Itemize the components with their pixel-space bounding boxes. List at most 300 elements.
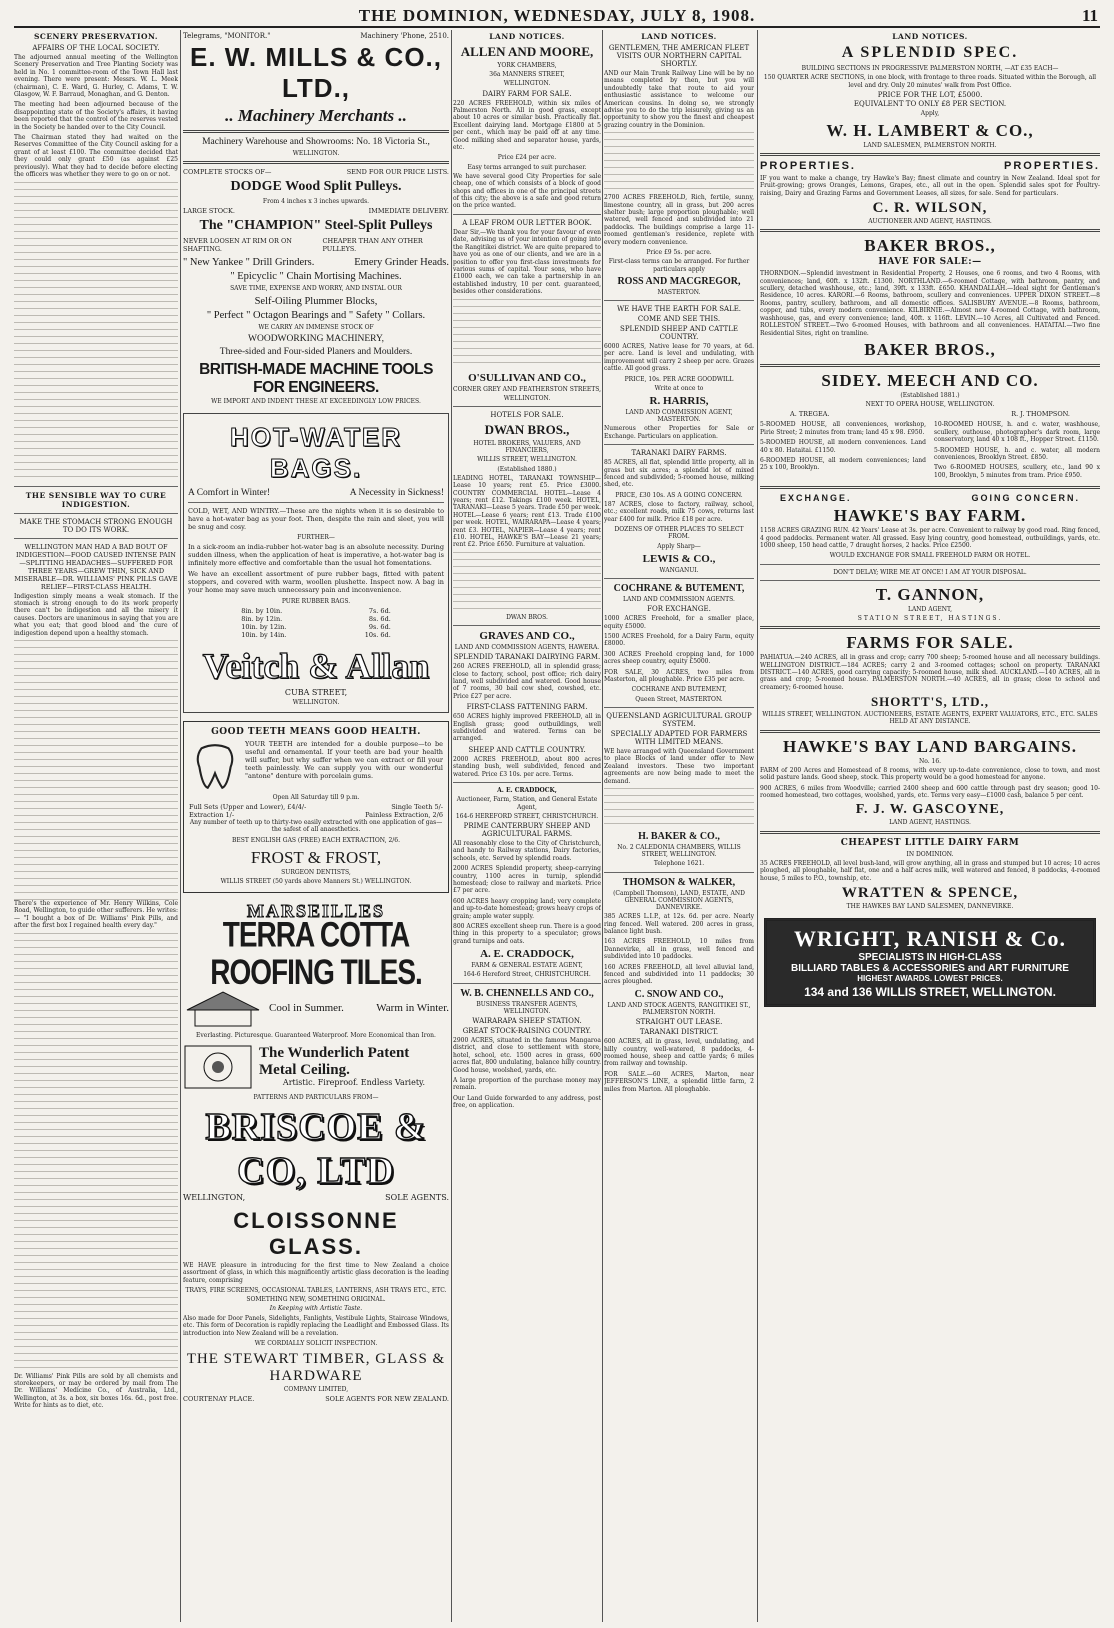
column-land-notices-3: [760, 32, 1100, 1622]
firm-established: (Established 1880.): [497, 465, 557, 473]
hawkes-bay-farm: HAWKE'S BAY FARM.: [833, 506, 1027, 526]
exchange-label: EXCHANGE.: [780, 493, 852, 504]
table-row: [239, 615, 393, 623]
listing-text-block: [604, 132, 754, 192]
section-heading: SCENERY PRESERVATION.: [33, 32, 159, 41]
baker-bros-name: BAKER BROS.,: [864, 236, 996, 256]
listing-heading: WE HAVE THE EARTH FOR SALE.: [616, 304, 742, 313]
listing-heading: A LEAF FROM OUR LETTER BOOK.: [462, 218, 592, 227]
wratten-subtitle: THE HAWKES BAY LAND SALESMEN, DANNEVIRKE.: [846, 903, 1014, 911]
bag-price-table: [239, 607, 393, 639]
going-concern-label: GOING CONCERN.: [971, 493, 1080, 504]
letter-text-block: [453, 299, 601, 369]
advert-subheading: WELLINGTON MAN HAD A BAD BOUT OF INDIGESTION—FOOD CAUSED INTENSE PAIN—SPLITTING HEADACHES—SUFFERED FOR THREE YEARS—GREW THIN, SICK AND MISERABLE—DR. WILLIAMS' PINK PILLS GAVE RELIEF—FIRST-CLASS HEALTH.: [14, 542, 178, 591]
properties-heading: PROPERTIES.: [760, 159, 856, 172]
firm-city: WELLINGTON.: [503, 394, 551, 402]
divider: [604, 578, 754, 579]
listing-terms: First-class terms can be arranged. For further particulars apply: [608, 258, 750, 273]
listing-heading: SPLENDID SHEEP AND CATTLE COUNTRY.: [620, 324, 738, 341]
veitch-city: WELLINGTON.: [292, 698, 340, 706]
ceiling-pattern-icon: [183, 1044, 253, 1090]
mills-city: WELLINGTON.: [292, 150, 340, 157]
listing-text: FOR SALE, 30 ACRES, two miles from Masterton, all ploughable. Price £35 per acre.: [604, 668, 754, 684]
listing-price: Price £9 5s. per acre.: [646, 249, 712, 257]
listing-text: FOR SALE.—60 ACRES, Marton, near JEFFERSON'S LINE, a splendid little farm, 2 miles from Marton. All ploughable.: [604, 1070, 754, 1093]
listing-text: 800 ACRES excellent sheep run. There is a good thing in this property to a speculator; grows grand turnips and oats.: [453, 922, 601, 945]
wilson-name: C. R. WILSON,: [872, 200, 988, 217]
listing-heading: GREAT STOCK-RAISING COUNTRY.: [462, 1027, 592, 1036]
listing-text: 385 ACRES L.I.P., at 12s. 6d. per acre. Nearly ring fenced. Well watered. 200 acres in grass, balance light bush.: [604, 913, 754, 935]
everlasting-text: Everlasting. Picturesque. Guaranteed Waterproof. More Economical than Iron.: [196, 1032, 436, 1040]
section-heading: LAND NOTICES.: [641, 32, 717, 41]
divider: [14, 513, 178, 514]
bag-price: 8s. 6d.: [368, 615, 391, 624]
cheapest-heading: CHEAPEST LITTLE DAIRY FARM: [840, 837, 1020, 848]
farm-listing: PAHIATUA.—240 ACRES, all in grass and crop; carry 700 sheep; 5-roomed house and all necessary buildings. WELLINGTON DISTRICT.—184 ACRES; carry 2 and 3-roomed cottages; school on property. TARANAKI DISTRICT.—140 ACRES, good carrying capacity; 5-roomed house, milk shed. AUCKLAND.—140 ACRES, all in grass and crop; 5-roomed house. PALMERSTON NORTH.—40 ACRES, all in grass; close to school and creamery; 6-roomed house.: [760, 654, 1100, 691]
firm-address: 164-6 HEREFORD STREET, CHRISTCHURCH.: [455, 812, 599, 820]
divider: [183, 130, 449, 133]
dentist-advert: [183, 721, 449, 894]
surgeon-dentists: SURGEON DENTISTS,: [281, 869, 351, 877]
article-text-block: [14, 640, 178, 900]
house-listing: 5-ROOMED HOUSE, all conveniences, workshop, Pirie Street; 2 minutes from tram; land 45 x 98. £950.: [760, 421, 926, 436]
divider: [14, 538, 178, 539]
listing-text: 600 ACRES, all in grass, level, undulating, and hilly country, well-watered, 8 paddocks, 4-roomed house, sheep and cattle yards; 6 miles from railway and township.: [604, 1038, 754, 1068]
firm-name-small: DWAN BROS.: [506, 613, 548, 621]
farm-listing: 900 ACRES, 6 miles from Woodville; carried 2400 sheep and 600 cattle through past dry season; good 10-roomed homestead, two cottages, woolshed, yards, etc. Terms very easy—£1000 cash, balance 5 per cent.: [760, 784, 1100, 800]
exchange-note: WOULD EXCHANGE FOR SMALL FREEHOLD FARM OR HOTEL.: [829, 552, 1031, 560]
dont-delay: DON'T DELAY; WIRE ME AT ONCE! I AM AT YOUR DISPOSAL.: [833, 568, 1027, 576]
column-rule: [451, 30, 452, 1622]
stewart-company: THE STEWART TIMBER, GLASS & HARDWARE: [186, 1351, 446, 1385]
firm-address: WILLIS STREET, WELLINGTON.: [477, 456, 577, 464]
emery-heads: Emery Grinder Heads.: [354, 257, 449, 269]
single-teeth-price: Single Teeth 5/-: [391, 803, 443, 812]
house-listing: 5-ROOMED HOUSE, all modern conveniences. Land 40 x 80. Hataitai. £1150.: [760, 439, 926, 454]
roofing-advert: [183, 901, 449, 1201]
gas-text: Any number of teeth up to thirty-two easily extracted with one application of gas—the safest of all anaesthetics.: [189, 819, 443, 834]
wratten-name: WRATTEN & SPENCE,: [841, 885, 1019, 902]
cheaper-label: CHEAPER THAN ANY OTHER PULLEYS.: [322, 237, 423, 254]
price-lot: PRICE FOR THE LOT, £5000.: [877, 91, 983, 100]
listing-heading: TARANAKI DAIRY FARMS.: [631, 449, 727, 458]
large-stock: LARGE STOCK.: [183, 207, 235, 216]
listing-text: 2000 ACRES FREEHOLD, about 800 acres standing bush, well subdivided, fenced and watered. Price £3 10s. per acre. Terms.: [453, 755, 601, 778]
table-row: [239, 607, 393, 615]
listing-text-block: [604, 788, 754, 828]
specialists-label: SPECIALISTS IN HIGH-CLASS: [858, 952, 1002, 964]
firm-subtitle: (Campbell Thomson), LAND, ESTATE, AND GENERAL COMMISSION AGENTS, DANNEVIRKE.: [613, 889, 745, 911]
listing-number: No. 16.: [918, 757, 942, 765]
divider: [453, 983, 601, 984]
farm-listing: 35 ACRES FREEHOLD, all level bush-land, will grow anything, all in grass and stumped but 10 acres; 10 acres ploughed, all ploughable, half flat, one and a half acres milk, well watered and fenced, 8 paddocks, 4-roomed house, 5 miles to P.O., township, etc.: [760, 859, 1100, 882]
firm-address: YORK CHAMBERS,: [497, 62, 557, 69]
article-text-block: [14, 933, 178, 1373]
listing-text: 600 ACRES heavy cropping land; very complete and up-to-date homestead; grows heavy crops of grain; ample water supply.: [453, 897, 601, 920]
cloissonne-advert: [183, 1208, 449, 1403]
sub-heading: AFFAIRS OF THE LOCAL SOCIETY.: [32, 44, 160, 52]
listing-heading: SHEEP AND CATTLE COUNTRY.: [468, 745, 586, 754]
have-for-sale: HAVE FOR SALE:—: [878, 257, 982, 268]
divider: [604, 444, 754, 445]
baker-listings: THORNDON.—Splendid investment in Residential Property, 2 Houses, one 6 rooms, and two 4 Rooms, with conveniences; land, 60ft. x 132ft. £1300. NORTHLAND.—6-roomed Cottage, with bathroom, pantry, and scullery, detached washhouse, etc.; land, 39ft. x 133ft. £650. KHANDALLAH.—Ideal sight for Gentleman's Residence, 10 acres. KARORI.—6 Rooms, bathroom, scullery and conveniences. UPPER DIXON STREET.—8 Rooms, pantry, scullery, bathroom, and all domestic offices. SALISBURY AVENUE.—8 Rooms, bathroom, copper, and tubs, every modern convenience. KILBIRNIE.—Almost new 4-roomed Cottage, with bathroom, washhouse, gas, and every convenience; land, 40ft. x 116ft. LEVIN.—10 Acres, all Cultivated and Fenced. ROLLESTON STREET.—Two 6-roomed Houses, with bathroom and all conveniences. HATAITAI.—Two fine Residential Sites, right on tramline.: [760, 270, 1100, 337]
advert-heading: THE SENSIBLE WAY TO CURE INDIGESTION.: [25, 490, 167, 509]
bag-size: 8in. by 12in.: [241, 615, 283, 624]
firm-address: No. 2 CALEDONIA CHAMBERS, WILLIS STREET, WELLINGTON.: [617, 843, 741, 859]
properties-text: IF you want to make a change, try Hawke's Bay; finest climate and country in New Zealand. Ideal spot for Fruit-growing; grows Oranges, Lemons, Grapes, etc., all out in the open. Splendid sales spot for Poultry-raising, Dairy and Grazing Farms and Government Leases, all sizes, for sale. Send for particulars.: [760, 174, 1100, 197]
listing-text: 187 ACRES, close to factory, railway, school, etc.; excellent roads, milk 75 cows, returns last year £400 for milk. Price £18 per acre.: [604, 500, 754, 523]
import-note: WE IMPORT AND INDENT THESE AT EXCEEDINGLY LOW PRICES.: [211, 397, 421, 405]
briscoe-city: WELLINGTON,: [183, 1192, 246, 1202]
divider: [760, 564, 1100, 565]
teeth-text: YOUR TEETH are intended for a double purpose—to be useful and ornamental. If your teeth are bad your health will suffer, but why suffer when we can extract or fill your teeth painlessly. We can supply you with our wonderful "antone" denture with porcelain gums.: [245, 739, 443, 780]
ceiling-features: Artistic. Fireproof. Endless Variety.: [282, 1078, 426, 1088]
hotel-list-block: [453, 552, 601, 612]
table-row: [239, 631, 393, 639]
listing-heading: QUEENSLAND AGRICULTURAL GROUP SYSTEM.: [606, 711, 752, 728]
article-text-block: [14, 182, 178, 482]
listing-text: WE have arranged with Queensland Government to place Blocks of land under offer to New Zealand investors. These two important agreements are now being made to meet the demand.: [604, 747, 754, 785]
firm-name: THOMSON & WALKER,: [622, 876, 736, 888]
wright-name: WRIGHT, RANISH & Co.: [793, 926, 1066, 952]
masthead: [14, 6, 1100, 28]
divider: [604, 707, 754, 708]
firm-name: H. BAKER & CO.,: [638, 830, 720, 842]
article-paragraph: The Chairman stated they had waited on the Reserves Committee of the City Council asking for a grant of at least £100. The committee decided that they could only grant £50 (as against £25 previously). What they had to decide before electing the officers was whether they were to go on or not.: [14, 134, 178, 179]
listing-text: 85 ACRES, all flat, splendid little property, all in grass but six acres; a splendid lot of mixed fenced and subdivided; 5-roomed house, milking shed, etc.: [604, 459, 754, 489]
stocks-label: COMPLETE STOCKS OF—: [183, 168, 272, 177]
firm-subtitle: LAND AND STOCK AGENTS, RANGITIKEI ST., PALMERSTON NORTH.: [607, 1001, 751, 1016]
yankee-grinders: " New Yankee " Drill Grinders.: [183, 257, 315, 269]
listing-text: 220 ACRES FREEHOLD, within six miles of Palmerston North. All in good grass, except about 10 acres or similar bush. Practically flat. Excellent dairying land. Mortgage £1800 at 5 per cent., which may be paid off at any time. Good milking shed and separator house, yards, etc.: [453, 99, 601, 152]
firm-name: GRAVES AND CO.,: [479, 630, 575, 643]
page-number: 11: [1081, 6, 1098, 25]
octagon-bearings: " Perfect " Octagon Bearings and " Safety " Collars.: [206, 309, 426, 321]
sidey-established: (Established 1881.): [900, 391, 960, 399]
sidey-name: SIDEY. MEECH AND CO.: [821, 370, 1039, 390]
divider: [183, 161, 449, 164]
listing-heading: DAIRY FARM FOR SALE.: [482, 89, 572, 98]
listing-heading: SPECIALLY ADAPTED FOR FARMERS WITH LIMITED MEANS.: [610, 729, 748, 746]
bag-price: 10s. 6d.: [364, 631, 391, 640]
listing-text: All reasonably close to the City of Christchurch, and handy to Railway stations, Dairy factories, schools, etc. Served by splendid roads.: [453, 839, 601, 862]
hot-bag-text: In a sick-room an india-rubber hot-water bag is an absolute necessity. During sudden illness, when the application of heat is imperative, a hot-water bag is infinitely more effective and comfortable than the usual hot fomentations.: [188, 543, 444, 568]
extraction-price: Extraction 1/-: [189, 811, 235, 820]
firm-city: MASTERTON.: [657, 288, 701, 296]
section-heading: LAND NOTICES.: [892, 32, 968, 41]
something-new: SOMETHING NEW, SOMETHING ORIGINAL.: [246, 1296, 386, 1304]
gascoyne-name: F. J. W. GASCOYNE,: [855, 802, 1005, 818]
divider: [453, 625, 601, 626]
divider: [760, 580, 1100, 581]
divider: [760, 831, 1100, 834]
champion-pulleys: The "CHAMPION" Steel-Split Pulleys: [199, 218, 433, 234]
partner-name: A. TREGEA.: [790, 410, 830, 419]
courtenay-place: COURTENAY PLACE.: [183, 1395, 255, 1404]
baker-bros-name: BAKER BROS.,: [864, 339, 996, 359]
firm-city: WANGANUI.: [659, 566, 699, 574]
listing-text: 163 ACRES FREEHOLD, 10 miles from Dannevirke, all in grass, well fenced and subdivided into 10 paddocks.: [604, 938, 754, 961]
listing-text: 650 ACRES highly improved FREEHOLD, all in English grass; good outbuildings, well subdivided and watered. Terms can be arranged.: [453, 713, 601, 743]
gannon-subtitle: LAND AGENT,: [907, 605, 953, 613]
column-rule: [180, 30, 181, 1622]
briscoe-logo: BRISCOE & CO, LTD: [205, 1105, 427, 1192]
immediate-delivery: IMMEDIATE DELIVERY.: [368, 207, 449, 216]
listing-heading: WAIRARAPA SHEEP STATION.: [472, 1017, 582, 1026]
divider: [604, 300, 754, 301]
artistic-taste: In Keeping with Artistic Taste.: [269, 1305, 363, 1313]
article-paragraph: The meeting had been adjourned because of the disappointing state of the Society's affairs, it having been reported that the control of the reserves vested in the Society be handed over to the City Council.: [14, 101, 178, 131]
cloissonne-title: CLOISSONNE GLASS.: [233, 1207, 399, 1259]
spec-heading: A SPLENDID SPEC.: [841, 44, 1019, 61]
hot-water-bags-title: HOT-WATER BAGS.: [229, 422, 403, 484]
comfort-slogan: A Comfort in Winter!: [188, 488, 271, 499]
lambert-name: W. H. LAMBERT & CO.,: [826, 120, 1034, 140]
necessity-slogan: A Necessity in Sickness!: [349, 488, 444, 499]
listing-heading: PRIME CANTERBURY SHEEP AND AGRICULTURAL FARMS.: [463, 821, 591, 838]
listing-text: A large proportion of the purchase money may remain.: [453, 1077, 601, 1092]
hawkes-bay-bargains: HAWKE'S BAY LAND BARGAINS.: [783, 736, 1077, 756]
mills-warehouse: Machinery Warehouse and Showrooms: No. 18 Victoria St.,: [202, 137, 430, 147]
firm-name: ALLEN AND MOORE,: [460, 44, 594, 59]
listing-text: We have several good City Properties for sale cheap, one of which consists of a block of good shops and offices in one of the principal streets of this city; the above is a safe and good return on the price wanted.: [453, 172, 601, 210]
partner-name: R. J. THOMPSON.: [1011, 410, 1070, 419]
firm-subtitle: LAND AND COMMISSION AGENT, MASTERTON.: [625, 408, 733, 424]
full-set-price: Full Sets (Upper and Lower), £4/4/-: [189, 803, 307, 812]
building-sections: BUILDING SECTIONS IN PROGRESSIVE PALMERSTON NORTH, —AT £35 EACH—: [801, 65, 1059, 72]
listing-price: PRICE, £30 10s. AS A GOING CONCERN.: [615, 491, 743, 499]
firm-city: WELLINGTON.: [503, 80, 551, 88]
marseilles-heading: MARSEILLES: [246, 901, 386, 922]
firm-subtitle: LAND AND COMMISSION AGENTS.: [623, 596, 735, 604]
divider: [188, 502, 444, 503]
cloissonne-text: WE HAVE pleasure in introducing for the first time to New Zealand a choice assortment of glass, in which this magnificently artistic glass decoration is the leading feature, comprising: [183, 1261, 449, 1284]
bag-price: 9s. 6d.: [368, 623, 391, 632]
cuba-street: CUBA STREET,: [284, 688, 348, 698]
firm-address: 164-6 Hereford Street, CHRISTCHURCH.: [463, 971, 591, 979]
sidey-address: NEXT TO OPERA HOUSE, WELLINGTON.: [865, 401, 995, 409]
sole-agents-nz: SOLE AGENTS FOR NEW ZEALAND.: [325, 1395, 449, 1404]
house-listing: 10-ROOMED HOUSE, h. and c. water, washhouse, scullery, outhouse, photographer's dark room, large conservatory, land 40 x 108 ft., Hopper Street. £1150.: [934, 421, 1100, 444]
firm-name: O'SULLIVAN AND CO.,: [468, 371, 586, 384]
firm-name: COCHRANE & BUTEMENT,: [613, 583, 745, 595]
firm-subtitle: FARM & GENERAL ESTATE AGENT,: [471, 962, 583, 970]
teeth-heading: GOOD TEETH MEANS GOOD HEALTH.: [211, 726, 421, 737]
solicit-label: WE CORDIALLY SOLICIT INSPECTION.: [254, 1339, 378, 1347]
phone-number: Machinery 'Phone, 2510.: [360, 32, 449, 40]
listing-text: 1000 ACRES Freehold, for a smaller place, equity £5000.: [604, 615, 754, 630]
listing-text: 2900 ACRES, situated in the famous Mangaroa district, and close to settlement with store, hotel, school, etc. 1500 acres in grass, 600 acres flat, 800 undulating, balance hilly country. Good house, woolshed, yards, etc.: [453, 1037, 601, 1074]
firm-name-small: A. E. CRADDOCK,: [497, 787, 557, 795]
shortts-subtitle: WILLIS STREET, WELLINGTON. AUCTIONEERS, ESTATE AGENTS, EXPERT VALUATORS, ETC., ETC. SALES HELD AT ANY DISTANCE.: [762, 711, 1098, 726]
telephone: Telephone 1621.: [653, 860, 705, 868]
lambert-subtitle: LAND SALESMEN, PALMERSTON NORTH.: [863, 141, 997, 149]
apply-label: Apply Sharp—: [657, 542, 701, 550]
hot-water-bags-advert: [183, 413, 449, 713]
firm-name: LEWIS & CO.,: [642, 552, 716, 565]
listing-heading: COME AND SEE THIS.: [637, 314, 721, 323]
wunderlich-ceiling: The Wunderlich Patent Metal Ceiling.: [259, 1045, 410, 1079]
article-paragraph: Dr. Williams' Pink Pills are sold by all chemists and storekeepers, or may be ordered by mail from The Dr. Williams' Medicine Co., of Australia, Ltd., Wellington, at 3s. a box, six boxes 16s. 6d., post free. Write for hints as to diet, etc.: [14, 1372, 178, 1410]
listing-heading: GENTLEMEN, THE AMERICAN FLEET VISITS OUR NORTHERN CAPITAL SHORTLY.: [608, 44, 750, 68]
newspaper-title: THE DOMINION, WEDNESDAY, JULY 8, 1908.: [358, 6, 756, 25]
patterns-label: PATTERNS AND PARTICULARS FROM—: [253, 1093, 379, 1101]
divider: [760, 229, 1100, 232]
firm-name: C. SNOW AND CO.,: [634, 988, 724, 1000]
house-roof-icon: [183, 988, 263, 1028]
cloissonne-uses: Also made for Door Panels, Sidelights, Fanlights, Vestibule Lights, Staircase Windows, etc. This form of Decoration is rapidly replacing the Leadlight and Embossed Glass. Its introduction into New Zealand will be a revelation.: [183, 1314, 449, 1337]
bag-size: 8in. by 10in.: [241, 607, 283, 616]
equivalent-price: EQUIVALENT TO ONLY £8 PER SECTION.: [853, 100, 1007, 109]
terra-cotta-heading: TERRA COTTA ROOFING TILES.: [210, 915, 422, 992]
trays-list: TRAYS, FIRE SCREENS, OCCASIONAL TABLES, LANTERNS, ASH TRAYS ETC., ETC.: [185, 1287, 447, 1295]
gascoyne-subtitle: LAND AGENT, HASTINGS.: [889, 819, 971, 827]
quarter-acre-text: 150 QUARTER ACRE SECTIONS, in one block, with frontage to three roads. Situated within the Borough, all level and dry. Only 20 minutes' walk from Post Office.: [763, 74, 1097, 89]
listing-price: PRICE, 10s. PER ACRE GOODWILL: [624, 375, 734, 383]
dodge-pulleys: DODGE Wood Split Pulleys.: [230, 179, 402, 195]
article-paragraph: The adjourned annual meeting of the Wellington Scenery Preservation and Tree Planting Society was held in No. 1 committee-room of the Town Hall last evening. There were present: Messrs. W. L. Meek (chairman), C. E. Ward, G. Hurley, C. Adams, T. W. Glasgow, W. F. Barraud, Monaghan, and G. Denton.: [14, 54, 178, 99]
firm-subtitle: Auctioneer, Farm, Station, and General Estate Agent,: [456, 796, 598, 811]
billiard-tables: BILLIARD TABLES & ACCESSORIES and ART FURNITURE: [791, 963, 1069, 975]
firm-subtitle: LAND AND COMMISSION AGENTS, HAWERA.: [454, 644, 600, 652]
farm-listing: FARM of 200 Acres and Homestead of 8 rooms, with every up-to-date convenience, close to town, and most solid pasture lands. Good sheep, stock. This property would be a good homestead for anyone.: [760, 766, 1100, 782]
warm-winter: Warm in Winter.: [376, 1002, 449, 1015]
wilson-subtitle: AUCTIONEER AND AGENT, HASTINGS.: [868, 218, 992, 226]
bag-size: 10in. by 12in.: [241, 623, 287, 632]
cool-summer: Cool in Summer.: [269, 1002, 344, 1015]
listing-terms: Easy terms arranged to suit purchaser.: [467, 163, 587, 171]
firm-name-small: COCHRANE AND BUTEMENT,: [631, 686, 727, 694]
article-paragraph: Indigestion simply means a weak stomach. If the stomach is strong enough to do its work properly there can't be indigestion and all the misery it causes. Doctors are unanimous in saying that you are what you eat; that good blood and the cure of indigestion depend upon a healthy stomach.: [14, 592, 178, 637]
gas-price: BEST ENGLISH GAS (FREE) EACH EXTRACTION, 2/6.: [231, 836, 401, 844]
column-rule: [757, 30, 758, 1622]
telegram-address: Telegrams, "MONITOR.": [183, 32, 271, 40]
woodworking-machinery: WOODWORKING MACHINERY,: [248, 333, 384, 344]
gannon-address: STATION STREET, HASTINGS.: [857, 614, 1003, 622]
dodge-sizes: From 4 inches x 3 inches upwards.: [262, 198, 370, 206]
firm-name: ROSS AND MACGREGOR,: [617, 275, 741, 287]
tooth-icon: [189, 740, 241, 792]
sole-agents: SOLE AGENTS.: [385, 1192, 449, 1202]
bag-price: 7s. 6d.: [368, 607, 391, 616]
listing-text: 260 ACRES FREEHOLD, all in splendid grass; close to factory, school, post office; rich dairy land, well subdivided and watered. Good house of 7 rooms, 30 bail cow shed, cowshed, etc. Price £27 per acre.: [453, 663, 601, 700]
column-land-notices-2: [604, 32, 754, 1622]
divider: [14, 486, 178, 487]
farm-listing: 1158 ACRES GRAZING RUN. 42 Years' Lease at 3s. per acre. Convenient to railway by good road. Ring fenced, 4 good paddocks. Permanent water. All grassed. Easy lying country, good homestead, outbuildings, yards, etc. 1000 sheep, 150 head cattle, 7 draught horses, 2 hacks. Price £2500.: [760, 527, 1100, 549]
house-listing: 6-ROOMED HOUSE, all modern conveniences; land 25 x 100, Brooklyn.: [760, 456, 926, 472]
firm-subtitle: HOTEL BROKERS, VALUERS, AND FINANCIERS,: [473, 439, 581, 455]
divider: [760, 626, 1100, 629]
listing-heading: HOTELS FOR SALE.: [490, 410, 564, 419]
plummer-blocks: Self-Oiling Plummer Blocks,: [254, 295, 378, 307]
never-loosen: NEVER LOOSEN AT RIM OR ON SHAFTING.: [183, 237, 292, 254]
listing-text: 2700 ACRES FREEHOLD, Rich, fertile, sunny, limestone country, all in grass, but 200 acres shelter bush; large proportion ploughable; well watered, well fenced and subdivided into 21 paddocks. The buildings comprise a large 11-roomed gentleman's residence, replete with every modern convenience.: [604, 194, 754, 246]
carry-stock: WE CARRY AN IMMENSE STOCK OF: [258, 323, 374, 331]
further-label: FURTHER—: [297, 534, 335, 542]
firm-name: W. B. CHENNELLS AND CO.,: [460, 987, 594, 999]
dozens-label: DOZENS OF OTHER PLACES TO SELECT FROM.: [614, 526, 744, 541]
listing-heading: TARANAKI DISTRICT.: [639, 1028, 719, 1037]
frost-address: WILLIS STREET (50 yards above Manners St.) WELLINGTON.: [220, 878, 412, 886]
write-label: Write at once to: [654, 384, 704, 392]
listing-text: 6000 ACRES, Native lease for 70 years, at 6d. per acre. Land is level and undulating, with improvement will carry 2 sheep per acre. Grazes cattle. All good grass.: [604, 342, 754, 373]
listing-heading: FOR EXCHANGE.: [647, 605, 711, 614]
british-tools-heading: BRITISH-MADE MACHINE TOOLS FOR ENGINEERS.: [199, 360, 433, 396]
divider: [453, 782, 601, 783]
listing-text: AND our Main Trunk Railway Line will be by no means completed by then, but you will undoubtedly take that route to aid your enthusiastic assistance to welcome our American cousins. In doing so, we strongly advise you to do the trip leisurely, giving us an opportunity to show you the finest and cheapest grazing country in the Dominion.: [604, 70, 754, 129]
frost-name: FROST & FROST,: [250, 848, 382, 868]
listing-heading: SPLENDID TARANAKI DAIRYING FARM.: [453, 653, 601, 662]
bag-size: 10in. by 14in.: [241, 631, 287, 640]
column-land-notices-1: [453, 32, 601, 1622]
divider: [760, 153, 1100, 156]
shortts-name: SHORTT'S, LTD.,: [870, 694, 990, 710]
advert-subheading: MAKE THE STOMACH STRONG ENOUGH TO DO ITS WORK.: [19, 517, 173, 534]
epicyclic-machines: " Epicyclic " Chain Mortising Machines.: [230, 271, 402, 283]
mills-firm-name: E. W. MILLS & CO., LTD.,: [190, 42, 442, 103]
divider: [760, 730, 1100, 733]
house-listing: 5-ROOMED HOUSE, h. and c. water, all modern conveniences, Brooklyn Street. £850.: [934, 446, 1100, 461]
awards-label: HIGHEST AWARDS. LOWEST PRICES.: [857, 974, 1003, 984]
firm-name: R. HARRIS,: [649, 394, 709, 407]
company-limited: COMPANY LIMITED,: [283, 1386, 349, 1394]
wright-ranish-advert: [764, 918, 1096, 1007]
properties-heading: PROPERTIES.: [1004, 159, 1100, 172]
table-row: [239, 623, 393, 631]
price-list-label: SEND FOR OUR PRICE LISTS.: [346, 168, 449, 177]
pure-rubber-heading: PURE RUBBER BAGS.: [281, 598, 351, 606]
painless-price: Painless Extraction, 2/6: [365, 811, 443, 820]
listing-heading: STRAIGHT OUT LEASE.: [635, 1018, 723, 1027]
firm-name: DWAN BROS.,: [484, 421, 570, 437]
divider: [760, 364, 1100, 367]
listing-text: 2000 ACRES Splendid property, sheep-carrying country, 1100 acres in turnip, splendid homestead; close to railway and markets. Price £7 per acre.: [453, 865, 601, 895]
divider: [604, 872, 754, 873]
apply-label: Apply,: [920, 110, 940, 118]
mills-advert: [183, 32, 449, 405]
in-dominion: IN DOMINION.: [906, 850, 954, 858]
listing-text: Our Land Guide forwarded to any address, post free, on application.: [453, 1094, 601, 1110]
listing-price: Price £24 per acre.: [497, 154, 557, 162]
gannon-name: T. GANNON,: [875, 584, 985, 604]
mills-tagline: .. Machinery Merchants ..: [225, 106, 407, 125]
hotel-list: LEADING HOTEL, TARANAKI TOWNSHIP—Lease 10 years; rent £5. Price £3000. COUNTRY COMMERCIAL HOTEL—Lease 4 years; rent £12. Takings £100 week. HOTEL, TARANAKI—Lease 5 years. Trade £50 per week. HOTEL—Lease 6 years; rent £13. Trade £100 per week. HOTEL, WAIRARAPA—Lease 4 years; rent £3. HOTEL, NAPIER—Lease 4 years; rent £10. HOTEL, HAWKE'S BAY—Lease 21 years; rent £2. Price £650. Furniture at valuation.: [453, 474, 601, 549]
listing-text: Numerous other Properties for Sale or Exchange. Particulars on application.: [604, 425, 754, 440]
divider: [453, 406, 601, 407]
divider: [453, 214, 601, 215]
wright-address: 134 and 136 WILLIS STREET, WELLINGTON.: [804, 985, 1056, 1000]
article-paragraph: There's the experience of Mr. Henry Wilkins, Cole Road, Wellington, to guide other sufferers. He writes:— "I bought a box of Dr. Williams' Pink Pills, and after the first box I regained health every day.": [14, 899, 178, 930]
farms-for-sale: FARMS FOR SALE.: [846, 633, 1014, 653]
column-scenery: [14, 32, 178, 1622]
section-heading: LAND NOTICES.: [489, 32, 565, 41]
firm-address: 36a MANNERS STREET,: [489, 71, 565, 79]
listing-text: 160 ACRES FREEHOLD, all level alluvial land, fenced and subdivided into 11 paddocks; 30 acres ploughed.: [604, 963, 754, 986]
column-rule: [602, 30, 603, 1622]
firm-name: A. E. CRADDOCK,: [480, 948, 574, 961]
hot-bag-text: We have an excellent assortment of pure rubber bags, fitted with patent stoppers, and covered with warm, woollen plushette. Inspect now. A bag in your home may save much unnecessary pain and inconvenience.: [188, 570, 444, 595]
divider: [760, 486, 1100, 489]
planers-moulders: Three-sided and Four-sided Planers and Moulders.: [219, 346, 413, 357]
letter-text: Dear Sir,—We thank you for your favour of even date, advising us of your intention of going into the Rangitikei district. We are quite prepared to have you as one of our clients, and we are in a position to offer you first-class investments for various sums of capital. Your sons, who have £1000 each, we can take a partnership in an established industry, 10 per cent. guaranteed, besides other considerations.: [453, 228, 601, 296]
firm-subtitle: BUSINESS TRANSFER AGENTS, WELLINGTON.: [476, 1000, 578, 1015]
open-hours: Open All Saturday till 9 p.m.: [272, 793, 360, 801]
firm-address: CORNER GREY AND FEATHERSTON STREETS,: [453, 385, 601, 393]
firm-address: Queen Street, MASTERTON.: [635, 695, 723, 703]
veitch-allan-logo: Veitch & Allan: [202, 646, 430, 687]
house-listing: Two 6-ROOMED HOUSES, scullery, etc., land 90 x 100, Brooklyn, 5 minutes from tram. Price £950.: [934, 464, 1100, 479]
column-adverts: [183, 32, 449, 1622]
